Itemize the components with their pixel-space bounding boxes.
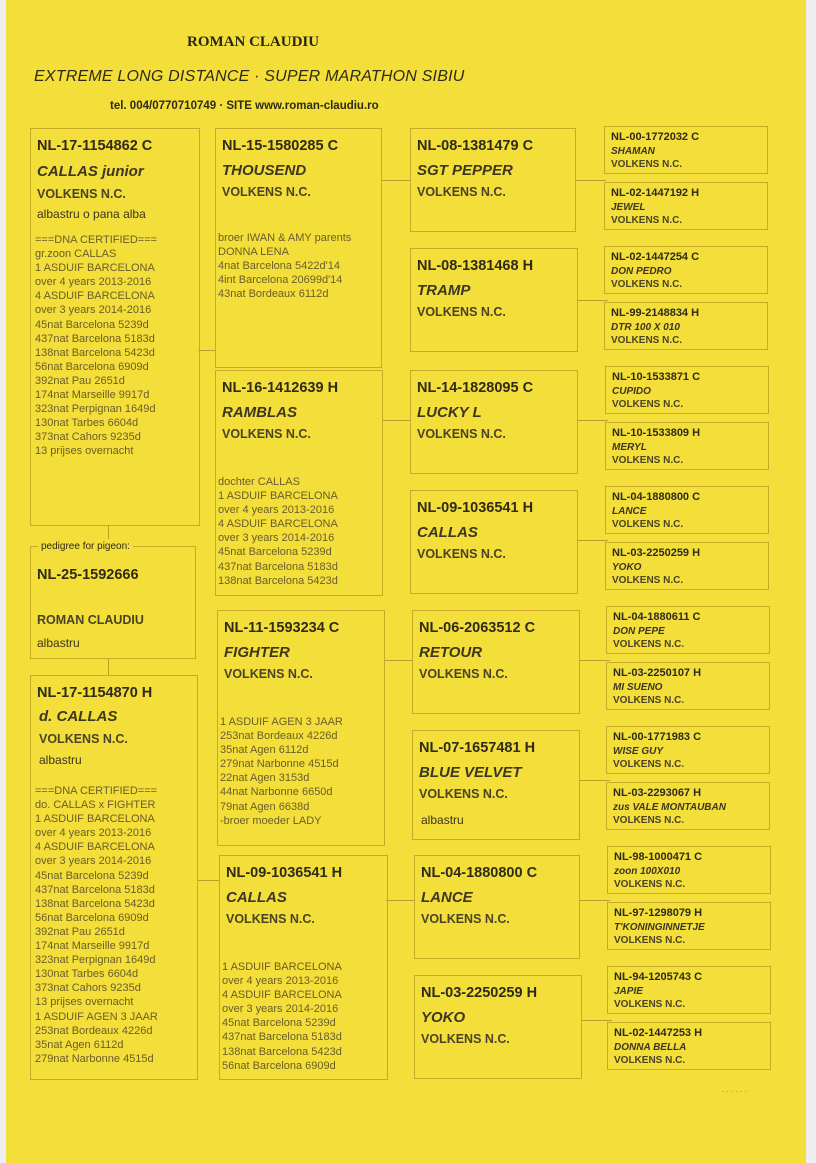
note-line: DONNA LENA: [218, 246, 289, 259]
note-line: 279nat Narbonne 4515d: [35, 1052, 154, 1065]
page-subtitle: EXTREME LONG DISTANCE · SUPER MARATHON SIBIU: [34, 68, 465, 85]
grandparent-card: [219, 855, 388, 1080]
gen4-name: DONNA BELLA: [614, 1042, 687, 1053]
page-footer-mark: . . . . . .: [722, 1085, 747, 1094]
ggp-ring: NL-09-1036541 H: [417, 500, 534, 516]
note-line: 45nat Barcelona 5239d: [35, 869, 149, 882]
sire-name: CALLAS junior: [37, 163, 144, 180]
connector: [578, 300, 608, 301]
note-line: 174nat Marseille 9917d: [35, 940, 150, 953]
note-line: 1 ASDUIF BARCELONA: [35, 262, 155, 275]
note-line: 392nat Pau 2651d: [35, 925, 125, 938]
note-line: 13 prijses overnacht: [35, 996, 134, 1009]
ggp-name: TRAMP: [417, 282, 471, 299]
grandparent-notes: [218, 475, 338, 588]
subject-ring: NL-25-1592666: [37, 567, 139, 583]
gen4-ring: NL-03-2250259 H: [612, 547, 701, 559]
dam-card: [30, 675, 198, 1080]
note-line: 253nat Bordeaux 4226d: [220, 730, 338, 743]
note-line: 1 ASDUIF BARCELONA: [222, 961, 342, 973]
connector: [108, 659, 109, 675]
note-line: 45nat Barcelona 5239d: [222, 1017, 336, 1030]
grandparent-notes: [220, 715, 343, 828]
gen4-name: MERYL: [612, 442, 647, 453]
gen4-name: CUPIDO: [612, 386, 651, 397]
gen4-card: [604, 126, 768, 174]
note-line: over 4 years 2013-2016: [222, 975, 339, 988]
gen4-card: [605, 542, 769, 590]
gen4-breeder: VOLKENS N.C.: [613, 759, 685, 770]
gen4-name: LANCE: [612, 506, 647, 517]
note-line: 437nat Barcelona 5183d: [222, 1031, 342, 1044]
note-line: 373nat Cahors 9235d: [35, 982, 141, 995]
sire-color: albastru o pana alba: [37, 207, 146, 221]
note-line: 253nat Bordeaux 4226d: [35, 1024, 153, 1037]
note-line: over 4 years 2013-2016: [35, 276, 152, 289]
gen4-name: zoon 100X010: [614, 866, 681, 877]
note-line: 4 ASDUIF BARCELONA: [222, 989, 342, 1002]
ggp-ring: NL-03-2250259 H: [421, 985, 538, 1001]
connector: [384, 660, 412, 661]
note-line: 138nat Barcelona 5423d: [35, 897, 155, 910]
ggp-breeder: VOLKENS N.C.: [421, 912, 510, 926]
ggp-color: albastru: [421, 813, 464, 827]
sire-ring: NL-17-1154862 C: [37, 138, 153, 154]
grandparent-breeder: VOLKENS N.C.: [222, 427, 311, 441]
great-grandparent-card: [410, 490, 578, 594]
gen4-card: [607, 902, 771, 950]
gen4-name: DTR 100 X 010: [611, 322, 680, 333]
gen4-breeder: VOLKENS N.C.: [613, 639, 685, 650]
note-line: 130nat Tarbes 6604d: [35, 968, 139, 981]
grandparent-card: [215, 370, 383, 596]
gen4-breeder: VOLKENS N.C.: [614, 1055, 686, 1066]
grandparent-breeder: VOLKENS N.C.: [226, 912, 315, 926]
ggp-name: RETOUR: [419, 644, 483, 661]
gen4-breeder: VOLKENS N.C.: [611, 335, 683, 346]
grandparent-name: RAMBLAS: [222, 404, 297, 421]
grandparent-breeder: VOLKENS N.C.: [224, 667, 313, 681]
ggp-breeder: VOLKENS N.C.: [417, 547, 506, 561]
sire-notes: [35, 233, 157, 459]
ggp-ring: NL-07-1657481 H: [419, 740, 536, 756]
dam-notes: [35, 784, 158, 1066]
grandparent-breeder: VOLKENS N.C.: [222, 185, 311, 199]
great-grandparent-card: [414, 975, 582, 1079]
note-line: 130nat Tarbes 6604d: [35, 417, 139, 430]
note-line: 279nat Narbonne 4515d: [220, 758, 339, 771]
great-grandparent-card: [412, 610, 580, 714]
gen4-ring: NL-97-1298079 H: [614, 907, 703, 919]
note-line: 437nat Barcelona 5183d: [35, 332, 155, 345]
note-line: 373nat Cahors 9235d: [35, 431, 141, 444]
note-line: over 3 years 2014-2016: [218, 532, 335, 545]
note-line: 4 ASDUIF BARCELONA: [218, 518, 338, 531]
note-line: 43nat Bordeaux 6112d: [218, 288, 329, 301]
connector: [108, 525, 109, 539]
note-line: 323nat Perpignan 1649d: [35, 403, 156, 416]
gen4-ring: NL-10-1533871 C: [612, 371, 701, 383]
connector: [576, 180, 606, 181]
gen4-breeder: VOLKENS N.C.: [614, 999, 686, 1010]
connector: [386, 900, 414, 901]
gen4-card: [604, 182, 768, 230]
grandparent-ring: NL-16-1412639 H: [222, 380, 339, 396]
gen4-card: [605, 422, 769, 470]
connector: [382, 180, 410, 181]
ggp-breeder: VOLKENS N.C.: [421, 1032, 510, 1046]
gen4-breeder: VOLKENS N.C.: [611, 159, 683, 170]
gen4-card: [606, 726, 770, 774]
gen4-name: JEWEL: [611, 202, 646, 213]
connector: [580, 660, 610, 661]
great-grandparent-card: [410, 248, 578, 352]
gen4-ring: NL-10-1533809 H: [612, 427, 701, 439]
note-line: 138nat Barcelona 5423d: [218, 574, 338, 587]
grandparent-card: [215, 128, 382, 368]
note-line: ===DNA CERTIFIED===: [35, 234, 158, 246]
note-line: dochter CALLAS: [218, 476, 300, 488]
great-grandparent-card: [410, 128, 576, 232]
note-line: 437nat Barcelona 5183d: [218, 560, 338, 573]
note-line: over 4 years 2013-2016: [218, 504, 335, 517]
great-grandparent-card: [412, 730, 580, 840]
connector: [382, 420, 410, 421]
note-line: 35nat Agen 6112d: [220, 744, 309, 757]
grandparent-name: THOUSEND: [222, 162, 307, 179]
gen4-ring: NL-00-1772032 C: [611, 131, 700, 143]
ggp-name: SGT PEPPER: [417, 162, 513, 179]
subject-card: [30, 546, 196, 659]
note-line: ===DNA CERTIFIED===: [35, 785, 158, 797]
ggp-breeder: VOLKENS N.C.: [419, 787, 508, 801]
ggp-ring: NL-08-1381468 H: [417, 258, 534, 274]
connector: [198, 350, 216, 351]
note-line: over 3 years 2014-2016: [35, 304, 152, 317]
gen4-ring: NL-02-1447253 H: [614, 1027, 703, 1039]
note-line: 4 ASDUIF BARCELONA: [35, 841, 155, 854]
gen4-card: [607, 1022, 771, 1070]
note-line: 45nat Barcelona 5239d: [218, 546, 332, 559]
page-title: ROMAN CLAUDIU: [187, 34, 320, 50]
gen4-breeder: VOLKENS N.C.: [612, 575, 684, 586]
ggp-name: BLUE VELVET: [419, 764, 522, 781]
gen4-name: MI SUENO: [613, 682, 663, 693]
note-line: -broer moeder LADY: [220, 814, 322, 827]
grandparent-ring: NL-15-1580285 C: [222, 138, 339, 154]
grandparent-notes: [218, 231, 351, 301]
note-line: 4 ASDUIF BARCELONA: [35, 290, 155, 303]
note-line: 35nat Agen 6112d: [35, 1038, 124, 1051]
dam-name: d. CALLAS: [39, 708, 118, 725]
great-grandparent-card: [410, 370, 578, 474]
connector: [580, 780, 610, 781]
gen4-card: [605, 366, 769, 414]
gen4-name: JAPIE: [614, 986, 643, 997]
note-line: 1 ASDUIF AGEN 3 JAAR: [35, 1010, 158, 1023]
gen4-card: [606, 662, 770, 710]
note-line: 1 ASDUIF BARCELONA: [218, 490, 338, 503]
gen4-card: [606, 606, 770, 654]
grandparent-notes: [222, 960, 342, 1073]
connector: [578, 540, 608, 541]
gen4-card: [606, 782, 770, 830]
note-line: 392nat Pau 2651d: [35, 374, 125, 387]
subject-color: albastru: [37, 636, 80, 650]
gen4-breeder: VOLKENS N.C.: [614, 879, 686, 890]
grandparent-ring: NL-11-1593234 C: [224, 620, 340, 636]
grandparent-card: [217, 610, 385, 846]
subject-owner: ROMAN CLAUDIU: [37, 613, 144, 627]
note-line: 1 ASDUIF BARCELONA: [35, 813, 155, 826]
note-line: 1 ASDUIF AGEN 3 JAAR: [220, 716, 343, 728]
gen4-name: WISE GUY: [613, 746, 664, 757]
ggp-name: YOKO: [421, 1009, 466, 1026]
note-line: over 3 years 2014-2016: [35, 855, 152, 868]
gen4-ring: NL-02-1447192 H: [611, 187, 700, 199]
ggp-ring: NL-06-2063512 C: [419, 620, 536, 636]
ggp-name: CALLAS: [417, 524, 478, 541]
note-line: 22nat Agen 3153d: [220, 772, 310, 785]
grandparent-name: CALLAS: [226, 889, 287, 906]
note-line: 138nat Barcelona 5423d: [222, 1045, 342, 1058]
gen4-name: DON PEPE: [613, 626, 665, 637]
gen4-ring: NL-00-1771983 C: [613, 731, 702, 743]
gen4-card: [607, 966, 771, 1014]
gen4-card: [605, 486, 769, 534]
connector: [582, 1020, 612, 1021]
gen4-breeder: VOLKENS N.C.: [612, 455, 684, 466]
note-line: gr.zoon CALLAS: [35, 248, 117, 261]
gen4-ring: NL-03-2293067 H: [613, 787, 702, 799]
ggp-name: LUCKY L: [417, 404, 482, 421]
gen4-ring: NL-04-1880800 C: [612, 491, 701, 503]
note-line: 45nat Barcelona 5239d: [35, 318, 149, 331]
gen4-ring: NL-02-1447254 C: [611, 251, 700, 263]
connector: [580, 900, 610, 901]
note-line: over 3 years 2014-2016: [222, 1003, 339, 1016]
note-line: 56nat Barcelona 6909d: [35, 911, 149, 924]
subject-label: pedigree for pigeon:: [38, 541, 133, 552]
gen4-breeder: VOLKENS N.C.: [612, 519, 684, 530]
gen4-name: DON PEDRO: [611, 266, 672, 277]
gen4-breeder: VOLKENS N.C.: [612, 399, 684, 410]
gen4-ring: NL-04-1880611 C: [613, 611, 701, 623]
gen4-breeder: VOLKENS N.C.: [611, 215, 683, 226]
gen4-card: [607, 846, 771, 894]
note-line: 174nat Marseille 9917d: [35, 389, 150, 402]
gen4-breeder: VOLKENS N.C.: [613, 695, 685, 706]
gen4-name: zus VALE MONTAUBAN: [613, 802, 726, 813]
gen4-card: [604, 246, 768, 294]
gen4-ring: NL-94-1205743 C: [614, 971, 703, 983]
gen4-breeder: VOLKENS N.C.: [611, 279, 683, 290]
gen4-card: [604, 302, 768, 350]
sire-card: [30, 128, 200, 526]
gen4-name: SHAMAN: [611, 146, 655, 157]
ggp-breeder: VOLKENS N.C.: [417, 427, 506, 441]
gen4-ring: NL-98-1000471 C: [614, 851, 703, 863]
gen4-name: YOKO: [612, 562, 642, 573]
note-line: 13 prijses overnacht: [35, 445, 134, 458]
gen4-ring: NL-03-2250107 H: [613, 667, 702, 679]
ggp-breeder: VOLKENS N.C.: [419, 667, 508, 681]
note-line: broer IWAN & AMY parents: [218, 232, 352, 244]
contact-line: tel. 004/0770710749 · SITE www.roman-claudiu.ro: [110, 100, 379, 112]
ggp-ring: NL-04-1880800 C: [421, 865, 538, 881]
gen4-name: T'KONINGINNETJE: [614, 922, 705, 933]
connector: [578, 420, 608, 421]
note-line: 138nat Barcelona 5423d: [35, 346, 155, 359]
note-line: do. CALLAS x FIGHTER: [35, 799, 156, 812]
note-line: 4int Barcelona 20699d'14: [218, 274, 343, 287]
ggp-ring: NL-08-1381479 C: [417, 138, 534, 154]
note-line: 44nat Narbonne 6650d: [220, 786, 333, 799]
great-grandparent-card: [414, 855, 580, 959]
dam-breeder: VOLKENS N.C.: [39, 732, 128, 746]
note-line: 56nat Barcelona 6909d: [35, 360, 149, 373]
note-line: 4nat Barcelona 5422d'14: [218, 260, 340, 273]
ggp-breeder: VOLKENS N.C.: [417, 185, 506, 199]
note-line: over 4 years 2013-2016: [35, 827, 152, 840]
note-line: 79nat Agen 6638d: [220, 800, 310, 813]
dam-ring: NL-17-1154870 H: [37, 685, 153, 701]
note-line: 437nat Barcelona 5183d: [35, 883, 155, 896]
note-line: 56nat Barcelona 6909d: [222, 1059, 336, 1072]
ggp-breeder: VOLKENS N.C.: [417, 305, 506, 319]
connector: [198, 880, 220, 881]
grandparent-name: FIGHTER: [224, 644, 290, 661]
dam-color: albastru: [39, 753, 82, 767]
note-line: 323nat Perpignan 1649d: [35, 954, 156, 967]
ggp-ring: NL-14-1828095 C: [417, 380, 534, 396]
gen4-ring: NL-99-2148834 H: [611, 307, 700, 319]
sire-breeder: VOLKENS N.C.: [37, 187, 126, 201]
gen4-breeder: VOLKENS N.C.: [613, 815, 685, 826]
grandparent-ring: NL-09-1036541 H: [226, 865, 343, 881]
ggp-name: LANCE: [421, 889, 473, 906]
gen4-breeder: VOLKENS N.C.: [614, 935, 686, 946]
